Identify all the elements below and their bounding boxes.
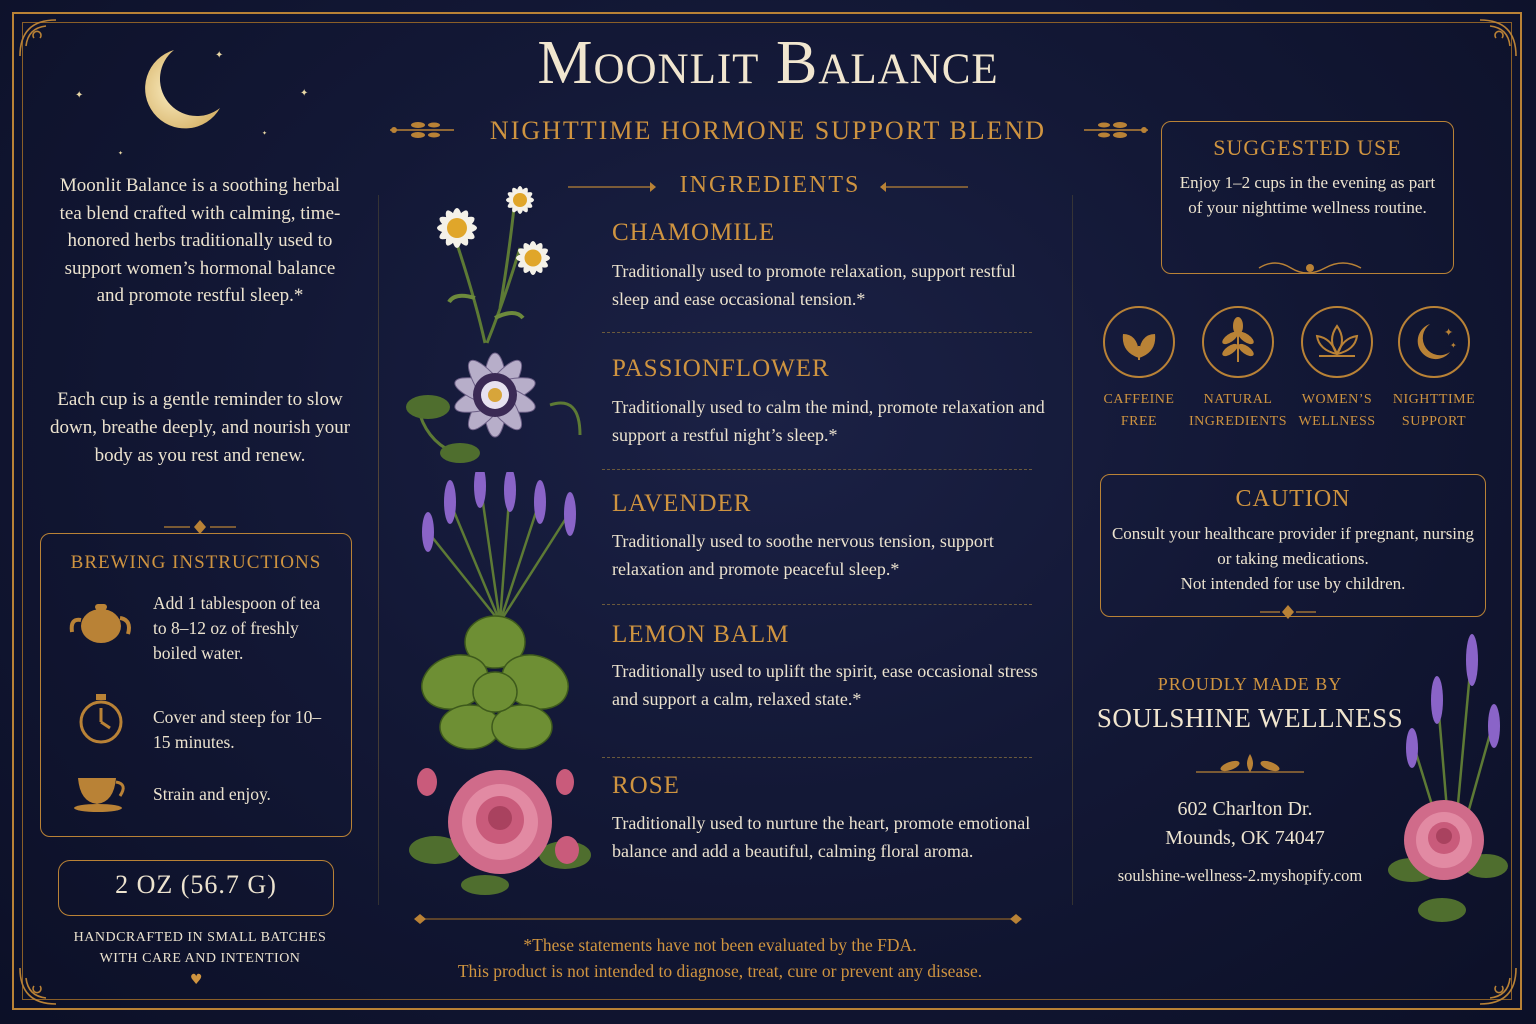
passionflower-illustration — [400, 345, 590, 465]
ingredient-divider — [602, 469, 1032, 470]
ingredient-name: ROSE — [612, 772, 680, 799]
star-icon: ✦ — [262, 130, 268, 137]
ornament-flourish-icon — [1255, 258, 1365, 278]
teapot-icon — [68, 598, 134, 646]
caution-title: CAUTION — [1235, 486, 1351, 512]
lotus-icon — [1303, 308, 1371, 376]
chamomile-illustration — [415, 178, 555, 348]
moon-stars-icon — [1400, 308, 1468, 376]
intro-paragraph: Moonlit Balance is a soothing herbal tea blend crafted with calming, time-honored herbs traditionally used to support women’s hormonal balance and promote restful sleep.* — [59, 175, 341, 306]
suggested-use-title: SUGGESTED USE — [1213, 135, 1402, 160]
address-line: Mounds, OK 74047 — [1165, 827, 1325, 849]
ingredient-divider — [602, 604, 1032, 605]
corner-flourish-icon — [1474, 962, 1520, 1008]
ingredients-title: INGREDIENTS — [679, 172, 861, 198]
ingredient-description: Traditionally used to calm the mind, promote relaxation and support a restful night’s sleep.* — [612, 397, 1045, 445]
ornament-divider-icon — [1258, 603, 1318, 621]
svg-text:✦: ✦ — [1450, 341, 1457, 350]
ingredient-name: LEMON BALM — [612, 621, 790, 648]
page-title: Moonlit Balance — [537, 29, 999, 97]
brewing-title: BREWING INSTRUCTIONS — [70, 552, 322, 573]
badge-label: NIGHTTIME SUPPORT — [1392, 392, 1476, 429]
fda-disclaimer: This product is not intended to diagnose, treat, cure or prevent any disease. — [457, 961, 983, 981]
star-icon: ✦ — [118, 150, 124, 157]
svg-text:✦: ✦ — [1444, 326, 1454, 339]
heart-icon: ♥ — [190, 972, 203, 988]
suggested-use-text: Enjoy 1–2 cups in the evening as part of your nighttime wellness routine. — [1179, 173, 1436, 217]
caution-text: Consult your healthcare provider if pregnant, nursing or taking medications. Not intended for use by children. — [1111, 524, 1475, 593]
caffeine-free-badge — [1103, 306, 1175, 378]
net-weight: 2 OZ (56.7 G) — [115, 870, 277, 899]
sprout-icon — [1204, 308, 1272, 376]
rose-illustration — [405, 760, 595, 900]
leaf-icon — [1105, 308, 1173, 376]
website-link[interactable]: soulshine-wellness-2.myshopify.com — [1117, 866, 1363, 885]
lavender-rose-illustration — [1382, 630, 1512, 930]
intro-paragraph: Each cup is a gentle reminder to slow down, breathe deeply, and nourish your body as you rest and renew. — [49, 389, 351, 466]
womens-wellness-badge — [1301, 306, 1373, 378]
page-subtitle: NIGHTTIME HORMONE SUPPORT BLEND — [489, 116, 1047, 145]
brew-step-text: Strain and enjoy. — [153, 784, 271, 804]
teacup-icon — [70, 772, 132, 814]
stopwatch-icon — [76, 690, 126, 746]
ingredient-name: PASSIONFLOWER — [612, 355, 830, 382]
ingredient-divider — [602, 332, 1032, 333]
ornament-line-icon — [412, 912, 1024, 926]
column-divider — [1072, 195, 1073, 905]
ingredient-description: Traditionally used to nurture the heart, promote emotional balance and add a beautiful, calming floral aroma. — [612, 813, 1031, 861]
ornament-line-icon — [880, 180, 970, 194]
brand-name: SOULSHINE WELLNESS — [1096, 703, 1404, 733]
ingredient-description: Traditionally used to soothe nervous tension, support relaxation and promote peaceful sleep.* — [612, 531, 994, 579]
address-line: 602 Charlton Dr. — [1177, 798, 1313, 820]
handcrafted-note: WITH CARE AND INTENTION — [99, 951, 301, 966]
column-divider — [378, 195, 379, 905]
brew-step-text: Cover and steep for 10–15 minutes. — [153, 707, 322, 752]
fda-disclaimer: *These statements have not been evaluated by the FDA. — [523, 935, 917, 955]
nighttime-support-badge — [1398, 306, 1470, 378]
ingredient-name: CHAMOMILE — [612, 219, 776, 246]
star-icon: ✦ — [215, 50, 224, 61]
star-icon: ✦ — [75, 90, 84, 101]
laurel-ornament-icon — [1190, 748, 1310, 780]
laurel-right-icon — [1080, 118, 1150, 142]
lemon-balm-illustration — [410, 612, 580, 757]
ingredient-divider — [602, 757, 1032, 758]
badge-label: WOMEN’S WELLNESS — [1298, 392, 1376, 429]
ingredient-description: Traditionally used to promote relaxation, support restful sleep and ease occasional tension.* — [612, 261, 1016, 309]
lavender-illustration — [410, 472, 590, 622]
handcrafted-note: HANDCRAFTED IN SMALL BATCHES — [73, 930, 327, 945]
brew-step-text: Add 1 tablespoon of tea to 8–12 oz of freshly boiled water. — [153, 593, 321, 663]
badge-label: NATURAL INGREDIENTS — [1188, 392, 1288, 429]
ingredient-name: LAVENDER — [612, 490, 752, 517]
badge-label: CAFFEINE FREE — [1103, 392, 1175, 429]
natural-ingredients-badge — [1202, 306, 1274, 378]
ingredient-description: Traditionally used to uplift the spirit, ease occasional stress and support a calm, relaxed state.* — [612, 661, 1038, 709]
made-by-label: PROUDLY MADE BY — [1157, 674, 1343, 694]
star-icon: ✦ — [300, 88, 309, 99]
corner-flourish-icon — [16, 962, 62, 1008]
